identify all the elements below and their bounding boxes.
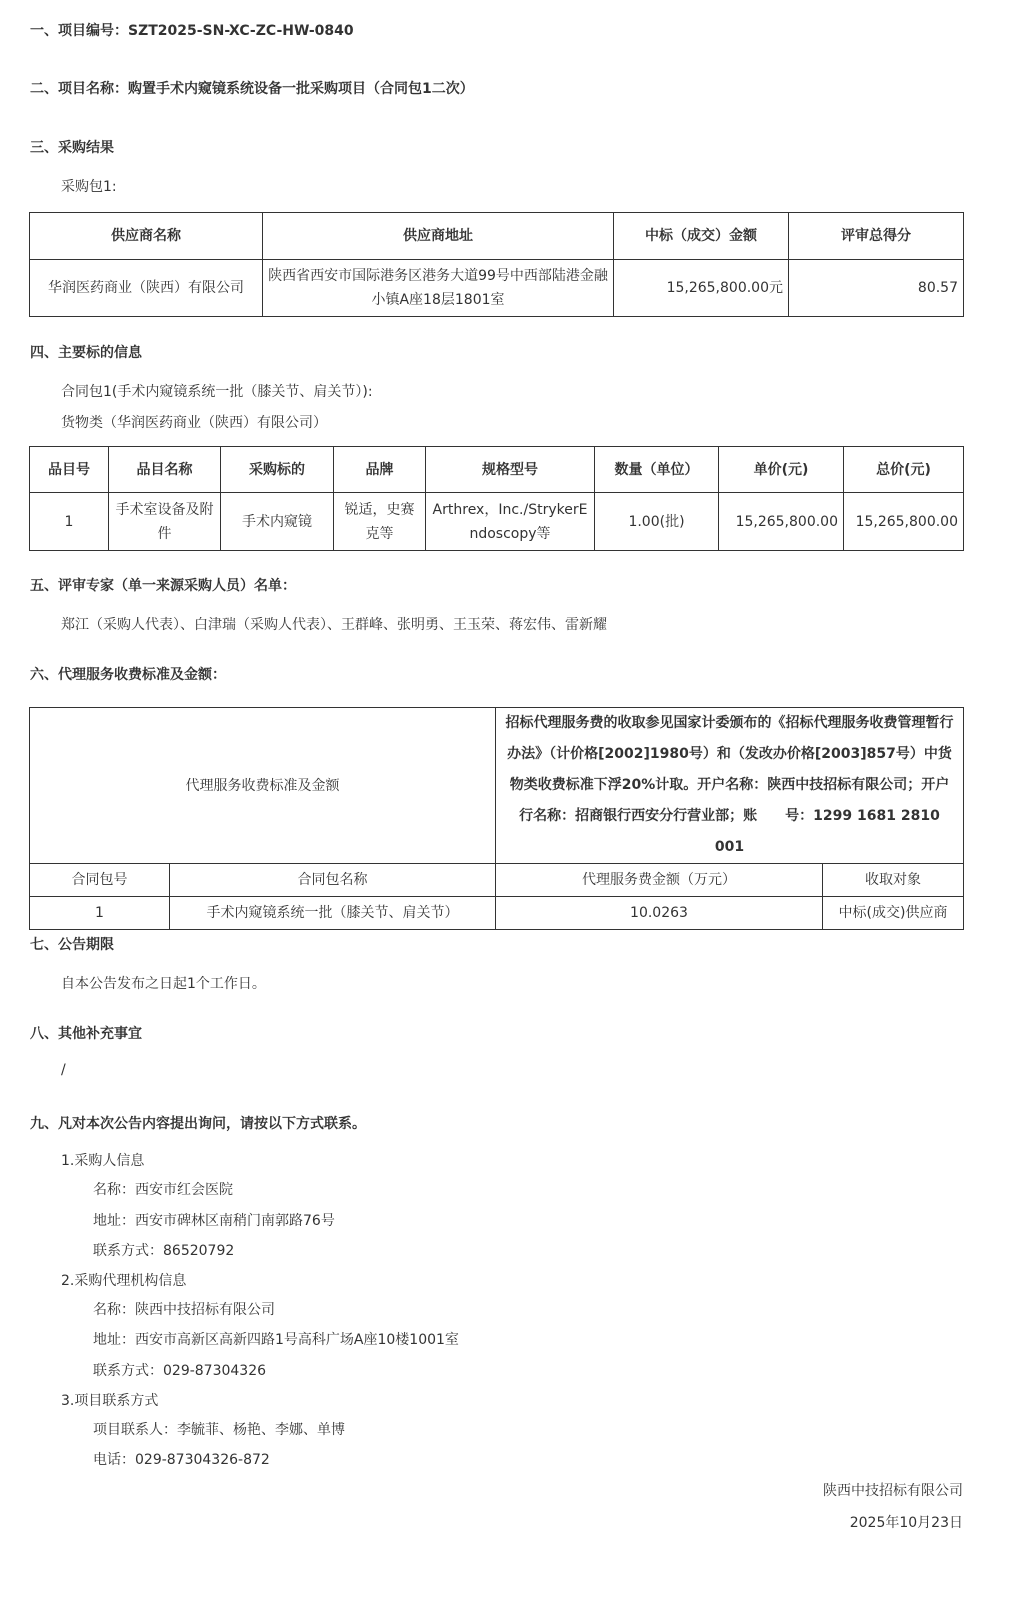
- fee-header-package-no: 合同包号: [30, 864, 170, 897]
- fee-header-package-name: 合同包名称: [170, 864, 496, 897]
- table-row: [30, 260, 964, 317]
- fee-package-name: 手术内窥镜系统一批（膝关节、肩关节）: [170, 897, 496, 930]
- items-header-name: 品目名称: [109, 447, 221, 493]
- result-amount: 15,265,800.00元: [614, 260, 789, 317]
- package-label: 采购包1:: [61, 179, 117, 195]
- fee-amount: 10.0263: [496, 897, 823, 930]
- table-row: [30, 897, 964, 930]
- project-name-value: 购置手术内窥镜系统设备一批采购项目（合同包1二次）: [128, 81, 474, 97]
- items-header-target: 采购标的: [221, 447, 334, 493]
- items-header-total-price: 总价(元): [844, 447, 964, 493]
- result-score: 80.57: [789, 260, 964, 317]
- section-3-title: 三、采购结果: [30, 140, 114, 156]
- result-table-header: [30, 213, 964, 260]
- other-matters: /: [61, 1062, 66, 1078]
- table-row: [30, 493, 964, 551]
- project-name-label: 二、项目名称：: [30, 81, 128, 97]
- item-brand: 锐适，史赛克等: [334, 493, 426, 551]
- item-qty: 1.00(批): [595, 493, 719, 551]
- buyer-title: 1.采购人信息: [61, 1153, 145, 1169]
- fee-standard-label: 代理服务收费标准及金额: [30, 708, 496, 864]
- result-header-address: 供应商地址: [263, 213, 614, 260]
- result-header-amount: 中标（成交）金额: [614, 213, 789, 260]
- notice-period: 自本公告发布之日起1个工作日。: [61, 976, 266, 992]
- agency-title: 2.采购代理机构信息: [61, 1273, 187, 1289]
- section-8-title: 八、其他补充事宜: [30, 1026, 142, 1042]
- footer-date: 2025年10月23日: [849, 1515, 963, 1531]
- item-total-price: 15,265,800.00: [844, 493, 964, 551]
- section-7-title: 七、公告期限: [30, 937, 114, 953]
- fee-description-row: [30, 708, 964, 864]
- section-4-title: 四、主要标的信息: [30, 345, 142, 361]
- fee-standard-description: 招标代理服务费的收取参见国家计委颁布的《招标代理服务收费管理暂行办法》（计价格[2002]1980号）和（发改办价格[2003]857号）中货物类收费标准下浮20%计取。开户名称：陕西中技招标有限公司；开户行名称：招商银行西安分行营业部；账 号：1299 1681 2810 001: [496, 708, 964, 864]
- project-number-label: 一、项目编号：: [30, 23, 128, 39]
- experts-list: 郑江（采购人代表）、白津瑞（采购人代表）、王群峰、张明勇、王玉荣、蒋宏伟、雷新耀: [61, 617, 607, 633]
- project-contact-people: 项目联系人：李毓菲、杨艳、李娜、单博: [93, 1422, 345, 1438]
- item-name: 手术室设备及附件: [109, 493, 221, 551]
- agency-name: 名称：陕西中技招标有限公司: [93, 1302, 275, 1318]
- agency-contact: 联系方式：029-87304326: [93, 1363, 267, 1379]
- fee-header-payer: 收取对象: [823, 864, 964, 897]
- items-table: [29, 446, 964, 551]
- buyer-name: 名称：西安市红会医院: [93, 1182, 233, 1198]
- fee-payer: 中标(成交)供应商: [823, 897, 964, 930]
- items-header-qty: 数量（单位）: [595, 447, 719, 493]
- fee-table: [29, 707, 964, 930]
- agency-address: 地址：西安市高新区高新四路1号高科广场A座10楼1001室: [93, 1332, 459, 1348]
- items-header-brand: 品牌: [334, 447, 426, 493]
- section-5-title: 五、评审专家（单一来源采购人员）名单：: [30, 578, 296, 594]
- items-table-header: [30, 447, 964, 493]
- buyer-contact: 联系方式：86520792: [93, 1243, 235, 1259]
- item-model: Arthrex，Inc./StrykerEndoscopy等: [426, 493, 595, 551]
- section-9-title: 九、凡对本次公告内容提出询问，请按以下方式联系。: [30, 1116, 366, 1132]
- result-header-supplier: 供应商名称: [30, 213, 263, 260]
- project-name: [30, 78, 474, 98]
- items-header-model: 规格型号: [426, 447, 595, 493]
- contract-label: 合同包1(手术内窥镜系统一批（膝关节、肩关节）):: [61, 384, 373, 400]
- result-address: 陕西省西安市国际港务区港务大道99号中西部陆港金融小镇A座18层1801室: [263, 260, 614, 317]
- project-contact-phone: 电话：029-87304326-872: [93, 1452, 270, 1468]
- project-number-value: SZT2025-SN-XC-ZC-HW-0840: [128, 23, 354, 39]
- item-no: 1: [30, 493, 109, 551]
- fee-header-amount: 代理服务费金额（万元）: [496, 864, 823, 897]
- footer-organization: 陕西中技招标有限公司: [823, 1483, 963, 1499]
- section-6-title: 六、代理服务收费标准及金额：: [30, 667, 226, 683]
- project-contact-title: 3.项目联系方式: [61, 1393, 159, 1409]
- buyer-address: 地址：西安市碑林区南稍门南郭路76号: [93, 1213, 335, 1229]
- project-number: [30, 20, 354, 40]
- item-unit-price: 15,265,800.00: [719, 493, 844, 551]
- fee-package-no: 1: [30, 897, 170, 930]
- fee-table-header: [30, 864, 964, 897]
- result-header-score: 评审总得分: [789, 213, 964, 260]
- result-table: [29, 212, 964, 317]
- result-supplier: 华润医药商业（陕西）有限公司: [30, 260, 263, 317]
- item-target: 手术内窥镜: [221, 493, 334, 551]
- items-header-unit-price: 单价(元): [719, 447, 844, 493]
- items-header-no: 品目号: [30, 447, 109, 493]
- category-label: 货物类（华润医药商业（陕西）有限公司）: [61, 415, 327, 431]
